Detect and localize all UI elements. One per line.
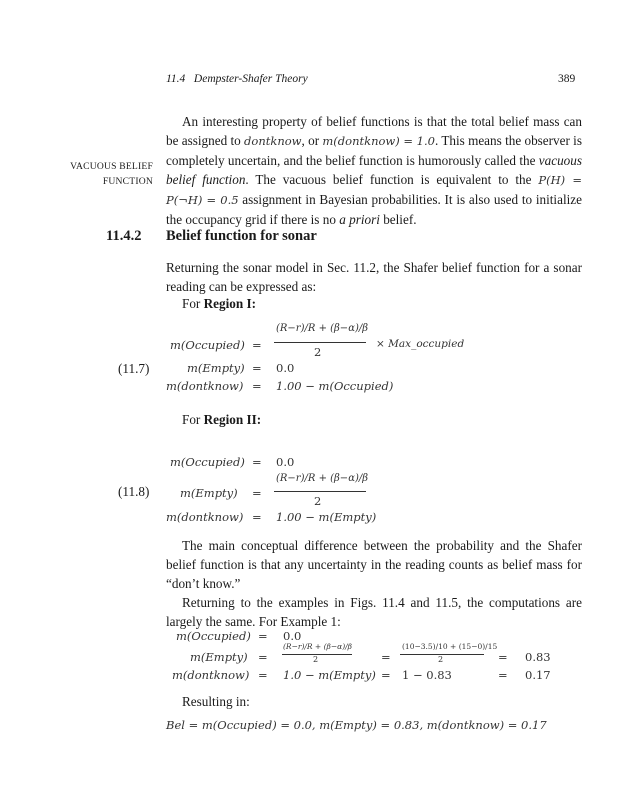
conceptual-text: The main conceptual difference between the probability and the Shafer belief function is that any uncertainty in the reading counts as belief mass for “don’t know.” [166,538,582,591]
eq118-l2-lhs: m(Empty) [180,486,238,500]
region2-text: Region II: [203,412,262,427]
eq118-l3-rhs: 1.00 − m(Empty) [276,510,377,524]
running-header [166,73,308,85]
ex1-l1-lhs: m(Occupied) [176,629,251,643]
for-label-1: For [182,296,204,311]
ex1-l2-den-b: 2 [438,655,444,664]
region1-label [182,296,256,312]
eq117-l2-rhs: 0.0 [276,361,295,375]
eq118-l1-lhs: m(Occupied) [170,455,245,469]
region2-label [182,412,261,428]
eq-number-11-7: (11.7) [118,361,150,376]
intro-paragraph [166,112,582,229]
eq117-l3-lhs: m(dontknow) [166,379,244,393]
section-title: Belief function for sonar [166,228,317,244]
math-dontknow: dontknow [244,134,302,148]
ex1-l3-eq2: = [381,668,391,682]
header-section-number: 11.4 [166,73,186,85]
ex1-l3-mid-b: 1 − 0.83 [402,668,452,682]
eq118-l2-num: (R−r)/R + (β−α)/β [276,473,368,484]
eq117-l2-lhs: m(Empty) [187,361,245,375]
math-bayes: P(H) = P(¬H) = 0.5 [166,173,583,207]
math-m-dontknow: m(dontknow) = 1.0 [322,134,435,148]
eq117-l2-eq: = [252,361,262,375]
eq118-l3-eq: = [252,510,262,524]
ex1-l3-eq3: = [498,668,508,682]
ex1-l2-den: 2 [313,655,319,664]
eq117-l1-lhs: m(Occupied) [170,338,245,352]
returning-paragraph [166,593,582,631]
ex1-l2-num: (R−r)/R + (β−α)/β [283,642,352,651]
ex1-l3-eq: = [258,668,268,682]
resulting-label: Resulting in: [182,694,250,709]
eq118-frac-bar [274,491,366,492]
ex1-l2-num-b: (10−3.5)/10 + (15−0)/15 [402,642,498,651]
intro-text-d: . The vacuous belief function is equivalent to the [245,172,539,187]
ex1-l2-lhs: m(Empty) [190,650,248,664]
eq118-l2-den: 2 [314,494,322,508]
eq117-frac-bar [274,342,366,343]
ex1-l2-eq: = [258,650,268,664]
returning-text: Returning to the examples in Figs. 11.4 and 11.5, the computations are largely the same. For Example 1: [166,595,582,629]
eq118-l2-eq: = [252,486,262,500]
ex1-l1-eq: = [258,629,268,643]
eq117-l1-tail: × Max_occupied [376,338,465,350]
term-vacuous: vacuous belief function [166,153,582,187]
intro-text-b: , or [301,133,323,148]
intro-text-a: An interesting property of belief functions is that the total belief mass can be assigned to [166,114,582,148]
eq117-l1-num: (R−r)/R + (β−α)/β [276,323,368,334]
a-priori: a priori [339,212,380,227]
margin-note-line2: FUNCTION [102,176,153,187]
eq117-l3-eq: = [252,379,262,393]
intro-text-c: . This means the observer is completely uncertain, and the belief function is humorously called the [166,133,582,168]
for-label-2: For [182,412,204,427]
ex1-l3-mid: 1.0 − m(Empty) [283,668,376,682]
page-number: 389 [558,73,576,85]
header-chapter-title: Dempster-Shafer Theory [193,73,308,85]
conceptual-paragraph [166,536,582,593]
intro-text-f: belief. [379,212,417,227]
ex1-l3-result: 0.17 [525,668,551,682]
eq117-l1-den: 2 [314,345,322,359]
margin-note [60,159,153,189]
sonar-intro-text: Returning the sonar model in Sec. 11.2, the Shafer belief function for a sonar reading can be expressed as: [166,260,582,294]
eq118-l1-eq: = [252,455,262,469]
region1-text: Region I: [203,296,257,311]
margin-note-line1: VACUOUS BELIEF [70,161,153,172]
ex1-l2-result: 0.83 [525,650,551,664]
eq118-l1-rhs: 0.0 [276,455,295,469]
section-number: 11.4.2 [106,228,142,244]
ex1-l2-eq3: = [498,650,508,664]
ex1-l1-rhs: 0.0 [283,629,302,643]
resulting-equation: Bel = m(Occupied) = 0.0, m(Empty) = 0.83, m(dontknow) = 0.17 [166,718,547,732]
sonar-intro [166,258,582,296]
eq-number-11-8: (11.8) [118,484,150,499]
ex1-l3-lhs: m(dontknow) [172,668,250,682]
intro-text-e: assignment in Bayesian probabilities. It is also used to initialize the occupancy grid if there is no [166,192,582,227]
eq117-l3-rhs: 1.00 − m(Occupied) [276,379,394,393]
ex1-l2-eq2: = [381,650,391,664]
eq117-l1-eq: = [252,338,262,352]
eq118-l3-lhs: m(dontknow) [166,510,244,524]
